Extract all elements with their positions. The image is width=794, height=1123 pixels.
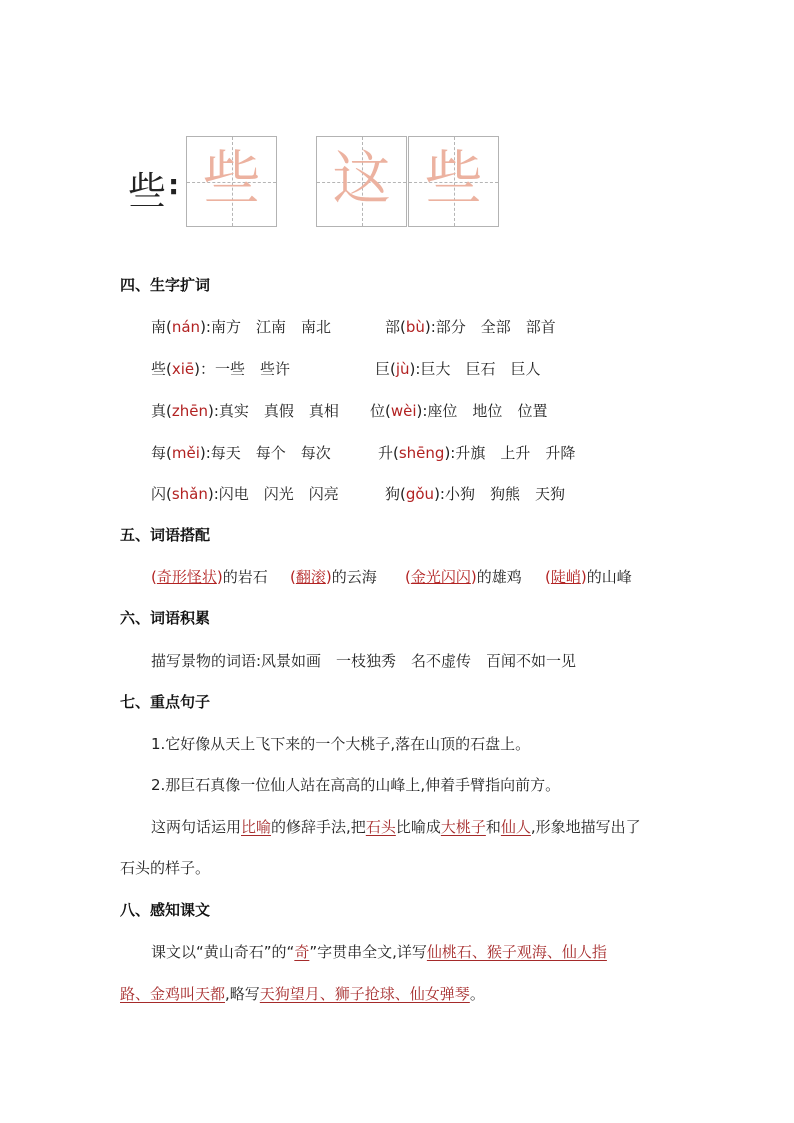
vocab-char: 部( [385,318,406,336]
practice-colon: : [168,168,180,201]
match-noun: 的云海 [331,568,377,586]
word-match-1 [151,566,268,587]
vocab-words: ):南方 江南 南北 [200,318,331,336]
rhetoric-explanation [151,816,641,837]
vocab-words: ):巨大 巨石 巨人 [409,360,541,378]
paren-close: ) [325,568,332,586]
text-perception-line-2 [120,983,485,1004]
text: ,略写 [225,985,260,1003]
vocab-char: 位( [370,402,391,420]
vocab-words: ):部分 全部 部首 [424,318,556,336]
vocab-char: 真( [151,402,172,420]
vocab-words: ):每天 每个 每次 [199,444,331,462]
pinyin: jù [395,360,410,378]
scenery-words-line: 描写景物的词语:风景如画 一枝独秀 名不虚传 百闻不如一见 [151,652,577,670]
vocab-words: ):升旗 上升 升降 [444,444,576,462]
pinyin: shēng [398,444,445,462]
pinyin: wèi [390,402,417,420]
answer-underlined: 石头 [365,818,396,836]
vocab-row-1-left [151,316,331,337]
paren-open: ( [405,568,411,586]
key-sentence-1: 1.它好像从天上飞下来的一个大桃子,落在山顶的石盘上。 [151,735,531,753]
grid-character-1: 些 [202,144,261,212]
vocab-row-4-left [151,442,331,463]
pinyin: nán [171,318,201,336]
answer-underlined: 仙人 [500,818,531,836]
answer-text: 奇形怪状 [156,568,217,586]
text: 课文以“黄山奇石”的“ [151,943,295,961]
word-match-3 [405,566,522,587]
answer-text: 金光闪闪 [410,568,471,586]
vocab-char: 些( [151,360,172,378]
text-perception-line-1 [151,941,607,962]
text: ”字贯串全文,详写 [309,943,427,961]
text: 比喻成 [395,818,441,836]
vocab-char: 南( [151,318,172,336]
answer-underlined: 路、金鸡叫天都 [120,985,226,1003]
rhetoric-explanation-cont: 石头的样子。 [120,859,211,877]
section-title-key-sentences: 七、重点句子 [120,693,211,711]
text: 这两句话运用 [151,818,242,836]
vocab-row-3-left [151,400,339,421]
answer-underlined: 天狗望月、狮子抢球、仙女弹琴 [259,985,470,1003]
section-title-word-accumulation: 六、词语积累 [120,609,211,627]
text: 和 [485,818,501,836]
vocab-words: )：一些 些许 [194,360,290,378]
vocab-char: 闪( [151,485,172,503]
vocab-row-2-left [151,358,290,379]
section-title-text-perception: 八、感知课文 [120,901,211,919]
grid-character-3: 些 [424,144,483,212]
answer-underlined: 大桃子 [440,818,486,836]
pinyin: xiē [171,360,195,378]
match-noun: 的岩石 [222,568,268,586]
paren-open: ( [290,568,296,586]
writing-grid-box-3 [408,136,499,227]
vocab-words: ):闪电 闪光 闪亮 [207,485,339,503]
practice-character: 些 [128,169,167,213]
vocab-char: 每( [151,444,172,462]
text: ,形象地描写出了 [530,818,641,836]
text: 。 [469,985,485,1003]
vocab-words: ):小狗 狗熊 天狗 [434,485,565,503]
vocab-char: 狗( [385,485,406,503]
paren-close: ) [216,568,223,586]
answer-text: 陡峭 [550,568,581,586]
vocab-char: 巨( [375,360,396,378]
writing-grid-box-1 [186,136,277,227]
vocab-row-2-right [375,358,540,379]
grid-character-2: 这 [332,144,391,212]
vocab-row-3-right [370,400,547,421]
vocab-char: 升( [378,444,399,462]
writing-grid-box-2 [316,136,407,227]
word-match-2 [290,566,377,587]
text: 的修辞手法,把 [271,818,366,836]
match-noun: 的雄鸡 [476,568,522,586]
vocab-row-5-right [385,483,565,504]
pinyin: shǎn [171,485,208,503]
vocab-words: ):座位 地位 位置 [416,402,548,420]
pinyin: bù [405,318,425,336]
paren-open: ( [545,568,551,586]
pinyin: gǒu [405,485,435,503]
answer-underlined: 仙桃石、猴子观海、仙人指 [426,943,607,961]
answer-underlined: 奇 [294,943,310,961]
answer-underlined: 比喻 [241,818,272,836]
word-match-4 [545,566,632,587]
paren-open: ( [151,568,157,586]
paren-close: ) [470,568,477,586]
paren-close: ) [580,568,587,586]
pinyin: měi [171,444,200,462]
section-title-word-matching: 五、词语搭配 [120,526,211,544]
section-title-vocab-expansion: 四、生字扩词 [120,276,211,294]
vocab-row-5-left [151,483,339,504]
vocab-row-1-right [385,316,556,337]
key-sentence-2: 2.那巨石真像一位仙人站在高高的山峰上,伸着手臂指向前方。 [151,776,561,794]
pinyin: zhēn [171,402,208,420]
match-noun: 的山峰 [586,568,632,586]
vocab-words: ):真实 真假 真相 [207,402,339,420]
vocab-row-4-right [378,442,575,463]
answer-text: 翻滚 [295,568,326,586]
